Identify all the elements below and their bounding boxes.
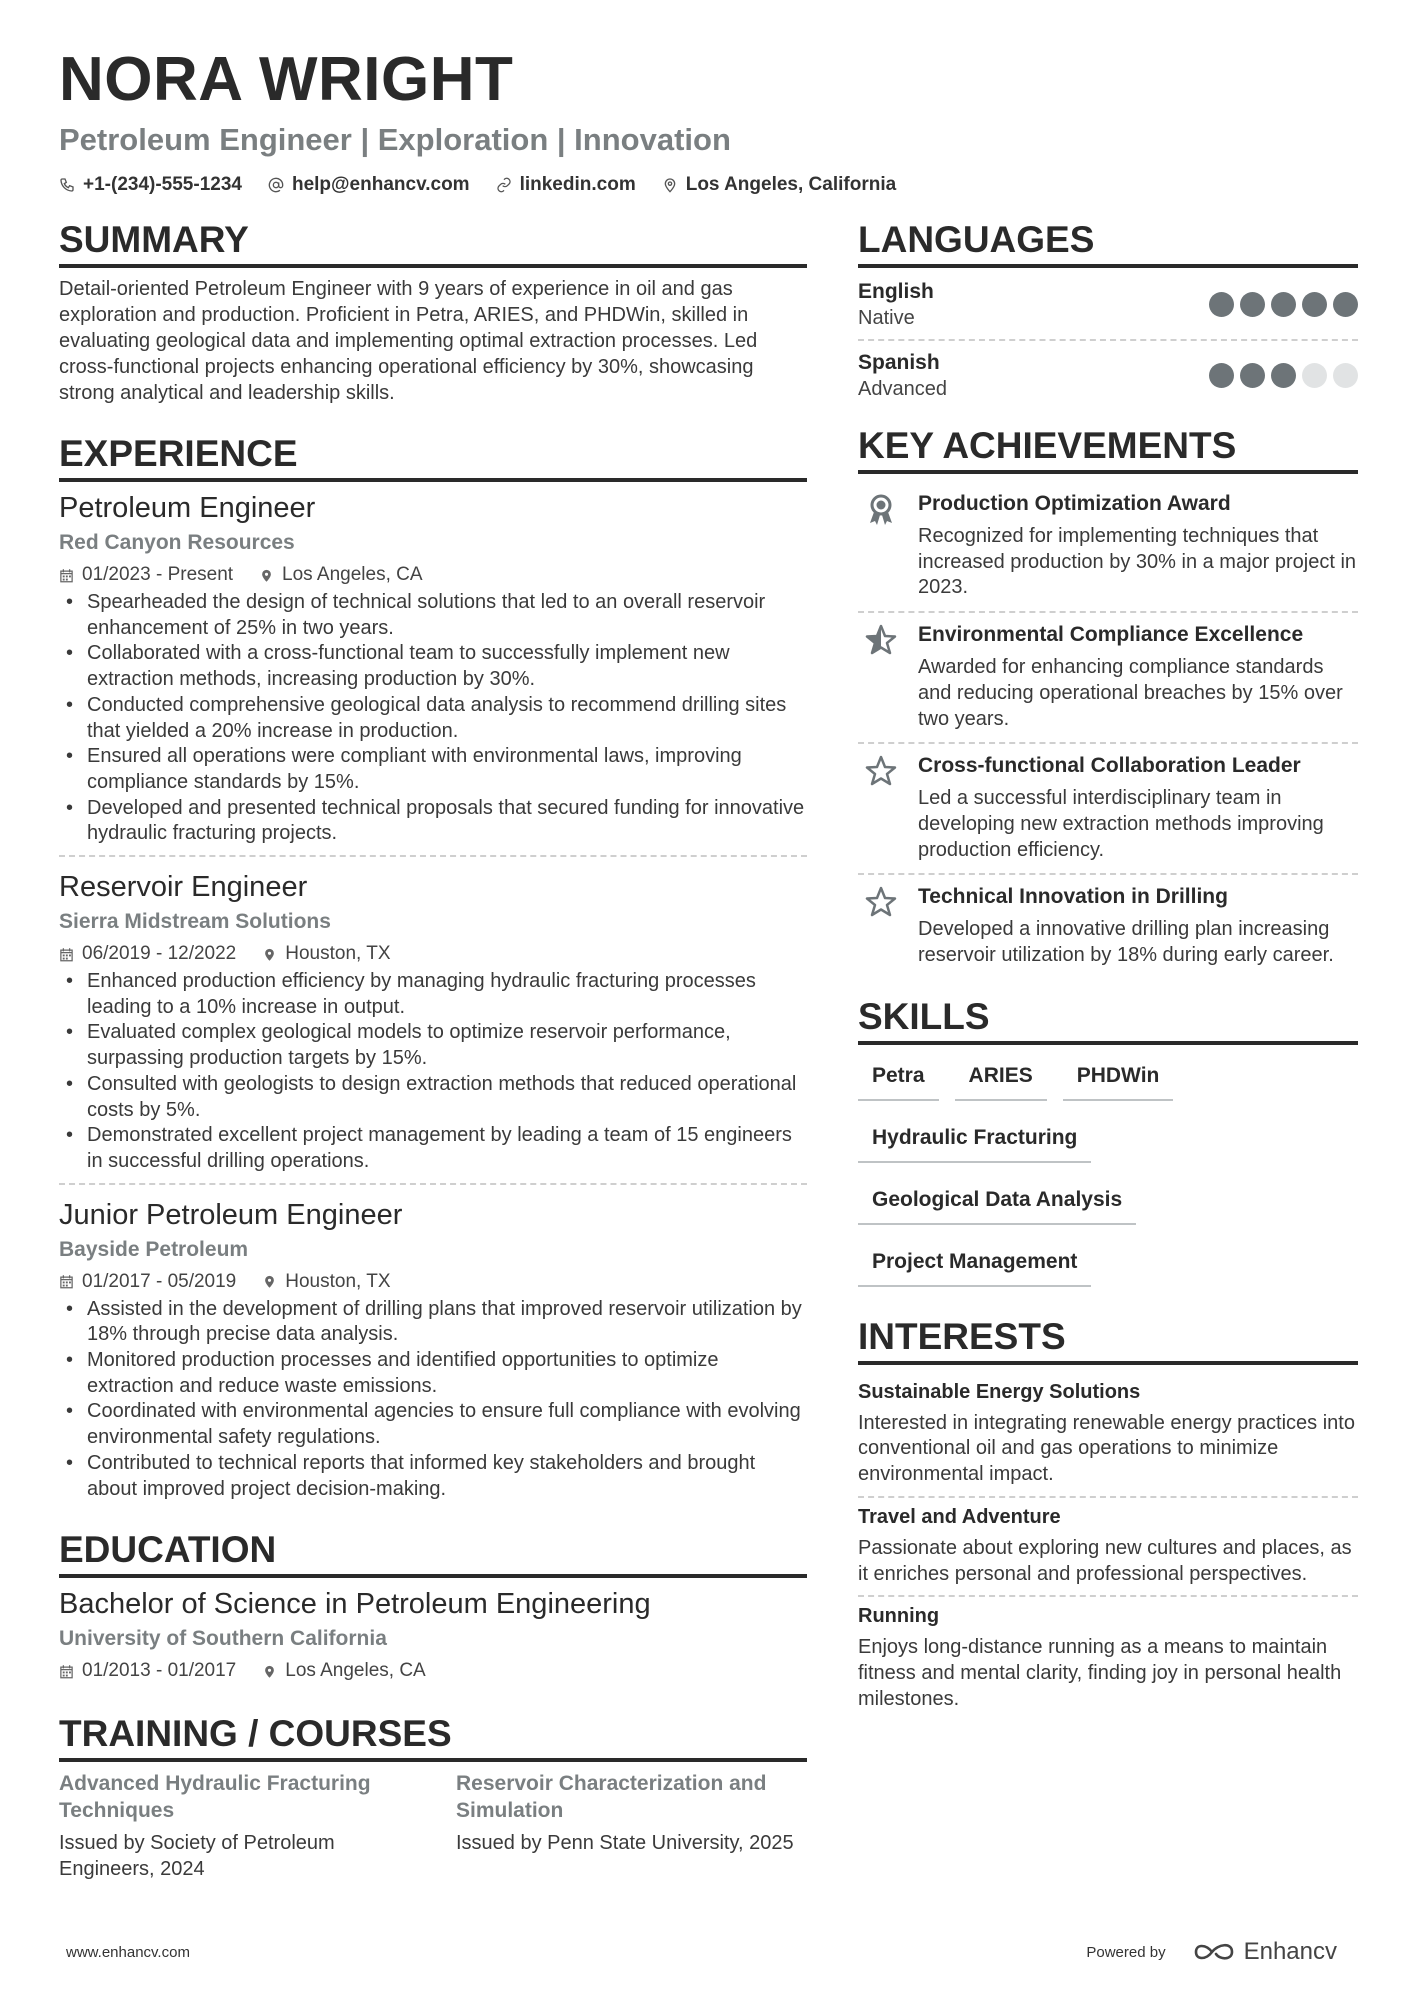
powered-by	[1086, 1938, 1337, 1966]
language-rating	[1209, 363, 1358, 388]
job-bullet: • Consulted with geologists to design extraction methods that reduced operational costs by 5%.	[59, 1072, 807, 1123]
experience-title: EXPERIENCE	[59, 432, 807, 482]
contact-phone[interactable]	[59, 174, 242, 196]
language-item	[858, 339, 1358, 410]
course-item	[456, 1770, 807, 1882]
interest-title: Running	[858, 1605, 940, 1628]
course-item	[59, 1770, 410, 1882]
job-bullet: • Evaluated complex geological models to optimize reservoir performance, surpassing production targets by 15%.	[59, 1020, 807, 1071]
job-bullet: • Collaborated with a cross-functional team to successfully implement new extraction methods, increasing production by 30%.	[59, 641, 807, 692]
interests-section	[858, 1315, 1358, 1721]
job-entry	[59, 1183, 807, 1511]
achievement-item	[858, 742, 1358, 873]
achievement-desc: Developed a innovative drilling plan increasing reservoir utilization by 18% during early career.	[918, 918, 1334, 967]
job-entry	[59, 855, 807, 1183]
language-item	[858, 276, 1358, 339]
rating-dot-filled	[1240, 363, 1265, 388]
interest-desc: Enjoys long-distance running as a means to maintain fitness and mental clarity, finding joy in personal health milestones.	[858, 1636, 1342, 1710]
job-meta	[59, 1271, 807, 1293]
skill-tag: ARIES	[955, 1053, 1047, 1101]
job-company: Bayside Petroleum	[59, 1237, 249, 1261]
brand-logo[interactable]	[1192, 1938, 1337, 1966]
interest-item	[858, 1595, 1358, 1720]
candidate-subtitle: Petroleum Engineer | Exploration | Innovation	[59, 122, 731, 157]
contact-bar	[59, 174, 1359, 196]
course-issuer: Issued by Society of Petroleum Engineers, 2024	[59, 1832, 335, 1880]
calendar-icon	[59, 1274, 74, 1289]
job-bullets	[59, 969, 807, 1175]
skill-tag: Project Management	[858, 1239, 1091, 1287]
interest-title: Travel and Adventure	[858, 1505, 1061, 1528]
rating-dot-filled	[1209, 363, 1234, 388]
language-level: Advanced	[858, 378, 947, 400]
skills-section	[858, 995, 1358, 1301]
rating-dot-filled	[1302, 292, 1327, 317]
job-company: Sierra Midstream Solutions	[59, 910, 331, 934]
achievement-title: Technical Innovation in Drilling	[918, 885, 1228, 909]
email-text: help@enhancv.com	[291, 174, 470, 195]
education-title: EDUCATION	[59, 1528, 807, 1578]
achievements-title: KEY ACHIEVEMENTS	[858, 424, 1358, 474]
rating-dot-filled	[1271, 363, 1296, 388]
achievement-item	[858, 611, 1358, 742]
job-bullets	[59, 1297, 807, 1503]
link-icon	[496, 177, 512, 193]
phone-text: +1-(234)-555-1234	[83, 174, 242, 195]
resume-header	[59, 44, 1359, 196]
rating-dot-filled	[1240, 292, 1265, 317]
job-role: Petroleum Engineer	[59, 492, 316, 524]
job-bullet: • Enhanced production efficiency by managing hydraulic fracturing processes leading to a 10% increase in output.	[59, 969, 807, 1020]
language-rating	[1209, 292, 1358, 317]
skills-title: SKILLS	[858, 995, 1358, 1045]
calendar-icon	[59, 1664, 74, 1679]
summary-title: SUMMARY	[59, 218, 807, 268]
education-location: Los Angeles, CA	[285, 1660, 426, 1682]
job-dates: 06/2019 - 12/2022	[82, 943, 237, 965]
language-name: Spanish	[858, 351, 940, 374]
star-outline-icon	[864, 754, 898, 788]
at-sign-icon	[268, 177, 284, 193]
training-title: TRAINING / COURSES	[59, 1712, 807, 1762]
phone-icon	[59, 177, 75, 193]
job-bullet: • Ensured all operations were compliant with environmental laws, improving compliance standards by 15%.	[59, 744, 807, 795]
job-bullet: • Spearheaded the design of technical solutions that led to an overall reservoir enhancement of 25% in two years.	[59, 590, 807, 641]
award-ribbon-icon	[864, 492, 898, 526]
job-bullet: • Contributed to technical reports that informed key stakeholders and brought about improved project decision-making.	[59, 1451, 807, 1502]
job-bullet: • Conducted comprehensive geological data analysis to recommend drilling sites that yielded a 20% increase in production.	[59, 693, 807, 744]
skill-tag: PHDWin	[1063, 1053, 1174, 1101]
job-location: Houston, TX	[285, 943, 391, 965]
job-bullet: • Demonstrated excellent project management by leading a team of 15 engineers in successful drilling operations.	[59, 1123, 807, 1174]
job-bullet: • Assisted in the development of drilling plans that improved reservoir utilization by 18% through precise data analysis.	[59, 1297, 807, 1348]
job-role: Reservoir Engineer	[59, 871, 308, 904]
rating-dot-empty	[1302, 363, 1327, 388]
map-pin-icon	[259, 568, 274, 583]
achievement-desc: Led a successful interdisciplinary team in developing new extraction methods improving production efficiency.	[918, 787, 1324, 861]
rating-dot-empty	[1333, 363, 1358, 388]
achievement-title: Cross-functional Collaboration Leader	[918, 754, 1301, 778]
footer-website[interactable]: www.enhancv.com	[66, 1943, 190, 1961]
course-issuer: Issued by Penn State University, 2025	[456, 1832, 794, 1855]
experience-section	[59, 432, 807, 1510]
interest-desc: Passionate about exploring new cultures and places, as it enriches personal and professional perspectives.	[858, 1536, 1352, 1585]
education-section	[59, 1528, 807, 1682]
candidate-name: NORA WRIGHT	[59, 45, 514, 114]
interest-item	[858, 1373, 1358, 1496]
education-dates: 01/2013 - 01/2017	[82, 1660, 237, 1682]
calendar-icon	[59, 947, 74, 962]
skill-tag: Petra	[858, 1053, 939, 1101]
achievement-desc: Awarded for enhancing compliance standards and reducing operational breaches by 15% over two years.	[918, 656, 1343, 730]
language-level: Native	[858, 307, 915, 329]
contact-location	[662, 174, 896, 196]
rating-dot-filled	[1333, 292, 1358, 317]
skill-list	[858, 1053, 1358, 1301]
achievement-item	[858, 873, 1358, 978]
achievement-title: Production Optimization Award	[918, 492, 1231, 515]
rating-dot-filled	[1271, 292, 1296, 317]
languages-section	[858, 218, 1358, 410]
map-pin-icon	[262, 1664, 277, 1679]
education-degree: Bachelor of Science in Petroleum Engineering	[59, 1588, 651, 1621]
powered-by-label: Powered by	[1086, 1943, 1166, 1961]
course-list	[59, 1770, 807, 1882]
linkedin-text: linkedin.com	[519, 174, 636, 195]
enhancv-logo-icon	[1192, 1940, 1236, 1964]
job-dates: 01/2023 - Present	[82, 564, 234, 585]
star-half-icon	[864, 623, 898, 657]
achievement-item	[858, 482, 1358, 611]
map-pin-icon	[262, 947, 277, 962]
languages-title: LANGUAGES	[858, 218, 1358, 268]
job-bullet: • Developed and presented technical proposals that secured funding for innovative hydraulic fracturing projects.	[59, 796, 807, 847]
job-role: Junior Petroleum Engineer	[59, 1198, 403, 1231]
job-location: Houston, TX	[285, 1270, 391, 1292]
interest-title: Sustainable Energy Solutions	[858, 1380, 1141, 1403]
skill-tag: Hydraulic Fracturing	[858, 1115, 1091, 1163]
calendar-icon	[59, 568, 74, 583]
star-outline-icon	[864, 885, 898, 919]
page-footer	[66, 1938, 1337, 1966]
map-pin-icon	[662, 177, 678, 193]
job-meta	[59, 564, 807, 586]
map-pin-icon	[262, 1274, 277, 1289]
job-location: Los Angeles, CA	[282, 564, 423, 585]
job-entry	[59, 490, 807, 855]
job-meta	[59, 943, 807, 965]
training-section	[59, 1712, 807, 1882]
brand-name: Enhancv	[1243, 1938, 1337, 1965]
job-bullets	[59, 590, 807, 847]
contact-email[interactable]	[268, 174, 470, 196]
achievements-section	[858, 424, 1358, 979]
interest-desc: Interested in integrating renewable energy practices into conventional oil and gas operations to minimize environmental impact.	[858, 1411, 1355, 1486]
course-title: Advanced Hydraulic Fracturing Techniques	[59, 1772, 371, 1823]
contact-linkedin[interactable]	[496, 174, 636, 196]
interests-title: INTERESTS	[858, 1315, 1358, 1365]
rating-dot-filled	[1209, 292, 1234, 317]
job-bullet: • Monitored production processes and identified opportunities to optimize extraction and reduce waste emissions.	[59, 1348, 807, 1399]
language-name: English	[858, 280, 934, 303]
left-column	[59, 218, 807, 1883]
education-school: University of Southern California	[59, 1627, 387, 1651]
job-dates: 01/2017 - 05/2019	[82, 1270, 237, 1292]
job-bullet: • Coordinated with environmental agencies to ensure full compliance with evolving environmental safety regulations.	[59, 1399, 807, 1450]
right-column	[858, 218, 1358, 1720]
course-title: Reservoir Characterization and Simulation	[456, 1772, 767, 1823]
location-text: Los Angeles, California	[685, 174, 897, 195]
education-meta	[59, 1660, 807, 1682]
interest-item	[858, 1496, 1358, 1595]
job-company: Red Canyon Resources	[59, 531, 295, 554]
achievement-title: Environmental Compliance Excellence	[918, 623, 1304, 647]
achievement-desc: Recognized for implementing techniques that increased production by 30% in a major project in 2023.	[918, 525, 1357, 599]
summary-section	[59, 218, 807, 406]
summary-text: Detail-oriented Petroleum Engineer with 9 years of experience in oil and gas exploration and production. Proficient in Petra, ARIES, and PHDWin, skilled in evaluating geological data and implementing optimal extraction processes. Led cross-functional projects enhancing operational efficiency by 30%, showcasing strong analytical and leadership skills.	[59, 278, 758, 404]
skill-tag: Geological Data Analysis	[858, 1177, 1136, 1225]
